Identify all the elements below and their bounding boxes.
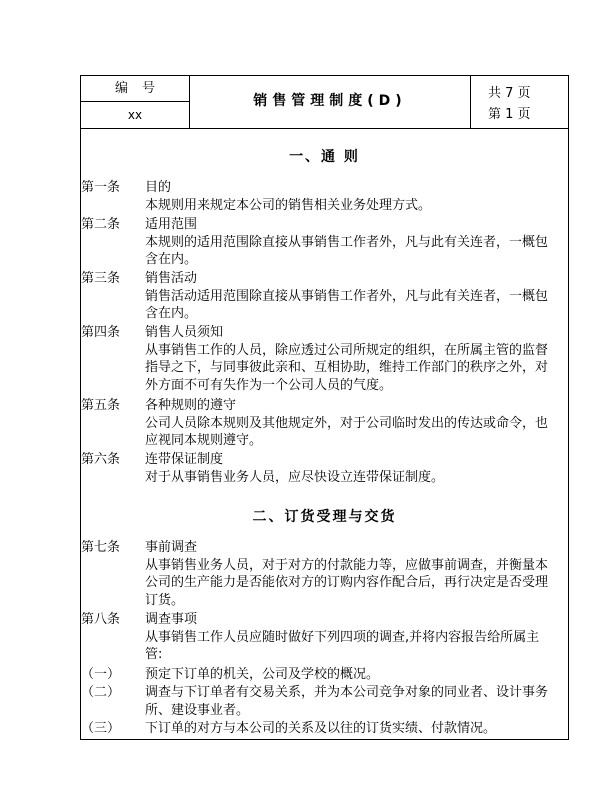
document-title: 销售管理制度(D) (190, 76, 471, 128)
article-title: 适用范围 (145, 217, 198, 232)
article-number: 第七条 (81, 540, 121, 555)
number-value: xx (127, 108, 143, 122)
article-title: 销售活动 (145, 271, 198, 286)
section-title: 一、通 则 (289, 149, 360, 165)
item-number: （二） (81, 685, 121, 700)
article-body: 本规则的适用范围除直接从事销售工作者外，凡与此有关连者，一概包含在内。 (145, 234, 549, 267)
article-number: 第三条 (81, 271, 121, 286)
article-number: 第一条 (81, 180, 121, 195)
article-title: 调查事项 (145, 612, 198, 627)
article-body: 从事销售工作的人员，除应透过公司所规定的组织，在所属主管的监督指导之下，与同事彼此亲和、互相协助，维持工作部门的秩序之外，对外方面不可有失作为一个公司人员的气度。 (145, 342, 549, 393)
item-body: 下订单的对方与本公司的关系及以往的订货实绩、付款情况。 (145, 721, 497, 736)
article-number: 第五条 (81, 398, 121, 413)
article-body: 公司人员除本规则及其他规定外，对于公司临时发出的传达或命令，也应视同本规则遵守。 (145, 415, 549, 448)
article-title: 连带保证制度 (145, 452, 224, 467)
article-number: 第二条 (81, 217, 121, 232)
total-pages: 共 7 页 (488, 86, 531, 101)
item-body: 调查与下订单者有交易关系，并为本公司竞争对象的同业者、设计事务所、建设事业者。 (145, 685, 549, 718)
section-title: 二、订货受理与交货 (252, 509, 397, 525)
number-cell (81, 76, 190, 128)
article-body: 对于从事销售业务人员，应尽快设立连带保证制度。 (145, 469, 445, 485)
article-number: 第六条 (81, 452, 121, 467)
item-number: （一） (81, 667, 121, 682)
article-title: 各种规则的遵守 (145, 398, 237, 413)
document-header (81, 76, 568, 129)
article-body: 销售活动适用范围除直接从事销售工作者外，凡与此有关连者，一概包含在内。 (145, 288, 549, 321)
article-title: 事前调查 (145, 540, 198, 555)
article-number: 第四条 (81, 325, 121, 340)
article-title: 销售人员须知 (145, 325, 224, 340)
article-title: 目的 (145, 180, 172, 195)
article-body: 本规则用来规定本公司的销售相关业务处理方式。 (145, 197, 432, 213)
article-body: 从事销售业务人员，对于对方的付款能力等，应做事前调查，并衡量本公司的生产能力是否能依对方的订购内容作配合后，再行决定是否受理订货。 (145, 557, 549, 608)
page-info (471, 76, 568, 128)
article-number: 第八条 (81, 612, 121, 627)
document-sheet (80, 75, 569, 740)
article-body: 从事销售工作人员应随时做好下列四项的调查,并将内容报告给所属主管: (145, 629, 540, 662)
item-body: 预定下订单的机关，公司及学校的概况。 (145, 667, 380, 682)
number-label: 编号 (81, 76, 189, 102)
current-page: 第 1 页 (488, 107, 531, 122)
item-number: （三） (81, 721, 121, 736)
